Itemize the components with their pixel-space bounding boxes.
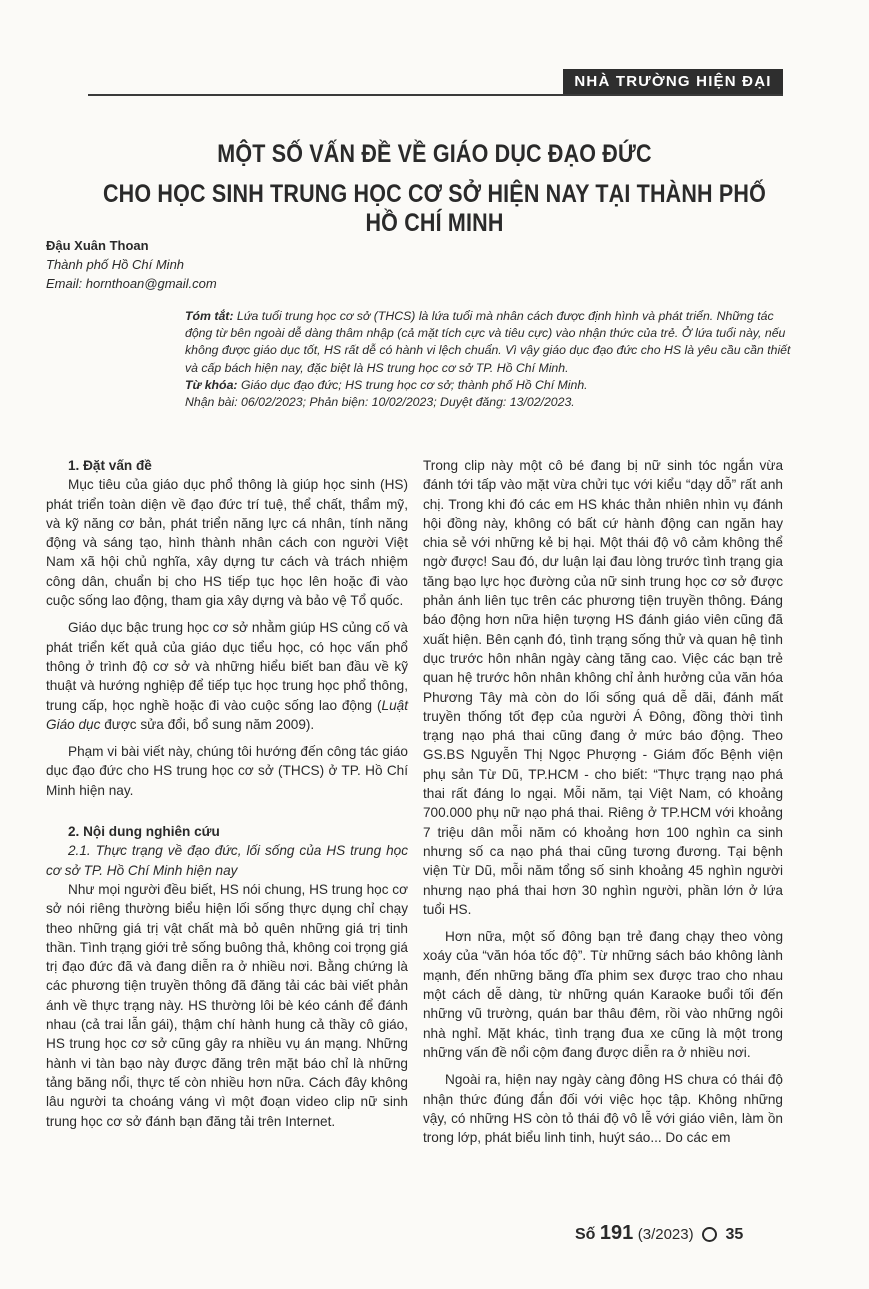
heading-2: 2. Nội dung nghiên cứu <box>68 824 220 840</box>
issue-number: 191 <box>599 1222 634 1244</box>
dates: Nhận bài: 06/02/2023; Phản biện: 10/02/2023; Duyệt đăng: 13/02/2023. <box>185 395 575 410</box>
keywords-text: Giáo dục đạo đức; HS trung học cơ sở; thành phố Hồ Chí Minh. <box>240 377 588 392</box>
header-rule <box>88 94 783 96</box>
paragraph: Trong clip này một cô bé đang bị nữ sinh tóc ngắn vừa đánh tới tấp vào mặt vừa chửi tục với kiểu “dạy dỗ” rất anh chị. Trong khi đó các em HS khác thản nhiên nhìn vụ đánh hội đồng này, không có bất cứ hành động can ngăn hay chia sẻ với những kẻ bị hại. Một thái độ vô cảm không thể ngờ được! Sau đó, dư luận lại đau lòng trước tình trạng gia tăng bạo lực học đường của nữ sinh trung học cơ sở được phản ánh liên tục trên các phương tiện truyền thông. Đáng báo động hơn nữa hiện tượng HS đánh giáo viên cũng đã xuất hiện. Bên cạnh đó, tình trạng sống thử và quan hệ tình dục trước hôn nhân ngày càng tăng cao. Việc các bạn trẻ quan hệ trước hôn nhân không chỉ ảnh hưởng của văn hóa Phương Tây mà còn do lối sống quá dễ dãi, đánh mất truyền thống tốt đẹp của người Á Đông, đồng thời tình trạng nạo phá thai cũng đang ở mức báo động. Theo GS.BS Nguyễn Thị Ngọc Phượng - Giám đốc Bệnh viện phụ sản Từ Dũ, TP.HCM - cho biết: “Thực trạng nạo phá thai rất đáng lo ngại. Mỗi năm, tại Việt Nam, có khoảng 700.000 phụ nữ nạo phá thai. Riêng ở TP.HCM với khoảng 7 triệu dân mỗi năm có khoảng hơn 100 nghìn ca sinh nhưng số ca nạo phá thai cũng tương đương. Tại bệnh viện Từ Dũ, mỗi năm tổng số sinh khoảng 45 nghìn người nhưng nạo phá thai hơn 30 nghìn người, phần lớn ở lứa tuổi HS. <box>423 458 783 917</box>
paragraph: Hơn nữa, một số đông bạn trẻ đang chạy theo vòng xoáy của “văn hóa tốc độ”. Từ những sách báo không lành mạnh, đến những băng đĩa phim sex được trao cho nhau một cách dễ dàng, từ những quán Karaoke buổi tối đến những vũ trường, quán bar thâu đêm, rồi vào những ngôi nhà nghỉ. Mặt khác, tình trạng đua xe cũng là một trong những vấn đề nổi cộm đang được diễn ra ở nhiều nơi. <box>423 929 783 1060</box>
keywords <box>185 377 795 394</box>
heading-1: 1. Đặt vấn đề <box>68 458 152 473</box>
left-column <box>46 456 408 1131</box>
page-footer <box>575 1222 743 1245</box>
paragraph: Như mọi người đều biết, HS nói chung, HS trung học cơ sở nói riêng thường biểu hiện lối sống thực dụng chỉ chạy theo những giá trị vật chất mà bỏ quên những giá trị tinh thần. Tình trạng giới trẻ sống buông thả, không coi trọng giá trị đạo đức đã và đang diễn ra ở nhiều nơi. Bằng chứng là các phương tiện truyền thông đã đăng tải các bài viết phản ánh về thực trạng này. HS thường lôi bè kéo cánh để đánh nhau (cả trai lẫn gái), thậm chí hành hung cả thầy cô giáo, HS trung học cơ sở cũng gây ra nhiều vụ án mạng. Những hành vi tàn bạo này được đăng trên mặt báo chỉ là những tảng băng nổi, thực tế còn nhiều hơn nữa. Cách đây không lâu người ta choáng váng vì một đoạn video clip nữ sinh trung học cơ sở đánh bạn đăng tải trên Internet. <box>46 881 408 1129</box>
paragraph <box>46 618 408 734</box>
abstract-label: Tóm tắt: <box>185 309 234 323</box>
issue-prefix: Số <box>575 1226 596 1243</box>
right-column <box>423 456 783 1147</box>
abstract-text: Lứa tuổi trung học cơ sở (THCS) là lứa tuổi mà nhân cách được định hình và phát triển. Những tác động từ bên ngoài dễ dàng thâm nhập (cả mặt tích cực và tiêu cực) vào nhận thức của trẻ. Ở lứa tuổi này, nếu không được giáo dục tốt, HS rất dễ có hành vi lệch chuẩn. Vì vậy giáo dục đạo đức cho HS là yêu cầu cần thiết và cấp bách hiện nay, đặc biệt là HS trung học cơ sở TP. Hồ Chí Minh. <box>185 309 791 375</box>
paragraph-text: Giáo dục bậc trung học cơ sở nhằm giúp HS củng cố và phát triển kết quả của giáo dục tiểu học, có học vấn phổ thông ở trình độ cơ sở và những hiểu biết ban đầu về kỹ thuật và hướng nghiệp để tiếp tục học trung học phổ thông, trung cấp, học nghề hoặc đi vào cuộc sống lao động ( <box>46 620 408 713</box>
article-title-line-2: CHO HỌC SINH TRUNG HỌC CƠ SỞ HIỆN NAY TẠI THÀNH PHỐ HỒ CHÍ MINH <box>102 180 767 237</box>
article-title-line-1: MỘT SỐ VẤN ĐỀ VỀ GIÁO DỤC ĐẠO ĐỨC <box>217 140 652 168</box>
issue-date: (3/2023) <box>637 1226 694 1243</box>
abstract <box>185 308 795 377</box>
subheading-2-1: 2.1. Thực trạng về đạo đức, lối sống của HS trung học cơ sở TP. Hồ Chí Minh hiện nay <box>46 843 408 878</box>
author-name: Đậu Xuân Thoan <box>46 238 149 253</box>
paragraph-text: được sửa đổi, bổ sung năm 2009). <box>100 716 315 732</box>
author-affiliation: Thành phố Hồ Chí Minh <box>46 257 185 272</box>
paragraph: Mục tiêu của giáo dục phổ thông là giúp học sinh (HS) phát triển toàn diện về đạo đức trí tuệ, thể chất, thẩm mỹ, và kỹ năng cơ bản, phát triển năng lực cá nhân, tính năng động và sáng tạo, hình thành nhân cách con người Việt Nam xã hội chủ nghĩa, xây dựng tư cách và trách nhiệm công dân, chuẩn bị cho HS tiếp tục học lên hoặc đi vào cuộc sống lao động, tham gia xây dựng và bảo vệ Tổ quốc. <box>46 477 408 609</box>
circle-bullet-icon <box>702 1227 717 1242</box>
author-email: Email: hornthoan@gmail.com <box>46 276 217 291</box>
author-block <box>46 236 217 293</box>
abstract-block <box>185 308 795 411</box>
section-tag: NHÀ TRƯỜNG HIỆN ĐẠI <box>563 69 783 95</box>
paragraph: Phạm vi bài viết này, chúng tôi hướng đến công tác giáo dục đạo đức cho HS trung học cơ sở (THCS) ở TP. Hồ Chí Minh hiện nay. <box>46 744 408 798</box>
keywords-label: Từ khóa: <box>185 377 238 392</box>
page-number: 35 <box>725 1226 744 1243</box>
law-reference: Luật Giáo dục <box>46 697 408 732</box>
paragraph: Ngoài ra, hiện nay ngày càng đông HS chưa có thái độ nhận thức đúng đắn đối với việc học tập. Không những vậy, có những HS còn tỏ thái độ vô lễ với giáo viên, làm ồn trong lớp, phát biểu linh tinh, huýt sáo... Do các em <box>423 1072 783 1146</box>
